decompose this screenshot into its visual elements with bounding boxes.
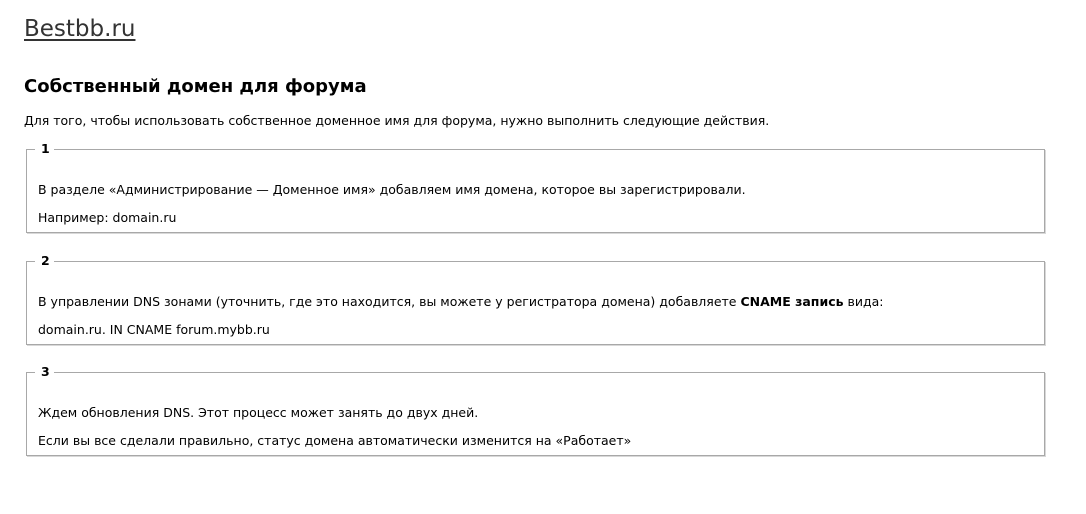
step-3-number: 3 bbox=[41, 364, 50, 379]
step-3-box bbox=[26, 365, 1045, 456]
step-2-box bbox=[26, 254, 1045, 345]
step-2-cname-label: CNAME запись bbox=[740, 294, 844, 309]
intro-text: Для того, чтобы использовать собственное доменное имя для форума, нужно выполнить следующие действия. bbox=[24, 113, 770, 128]
step-2-number: 2 bbox=[41, 253, 50, 268]
step-3-text: Ждем обновления DNS. Этот процесс может занять до двух дней. bbox=[38, 405, 479, 420]
page-title: Собственный домен для форума bbox=[24, 76, 367, 97]
step-2-text bbox=[38, 294, 884, 310]
step-1-example: Например: domain.ru bbox=[38, 210, 177, 225]
site-title-link[interactable]: Bestbb.ru bbox=[24, 16, 136, 42]
step-2-text-start: В управлении DNS зонами (уточнить, где это находится, вы можете у регистратора домена) добавляете bbox=[38, 294, 741, 309]
step-1-text: В разделе «Администрирование — Доменное имя» добавляем имя домена, которое вы зарегистрировали. bbox=[38, 182, 746, 197]
step-2-text-end: вида: bbox=[843, 294, 884, 309]
step-1-box bbox=[26, 142, 1045, 233]
step-2-dns-record: domain.ru. IN CNAME forum.mybb.ru bbox=[38, 322, 270, 337]
step-3-status-note: Если вы все сделали правильно, статус домена автоматически изменится на «Работает» bbox=[38, 433, 632, 448]
step-1-number: 1 bbox=[41, 141, 50, 156]
